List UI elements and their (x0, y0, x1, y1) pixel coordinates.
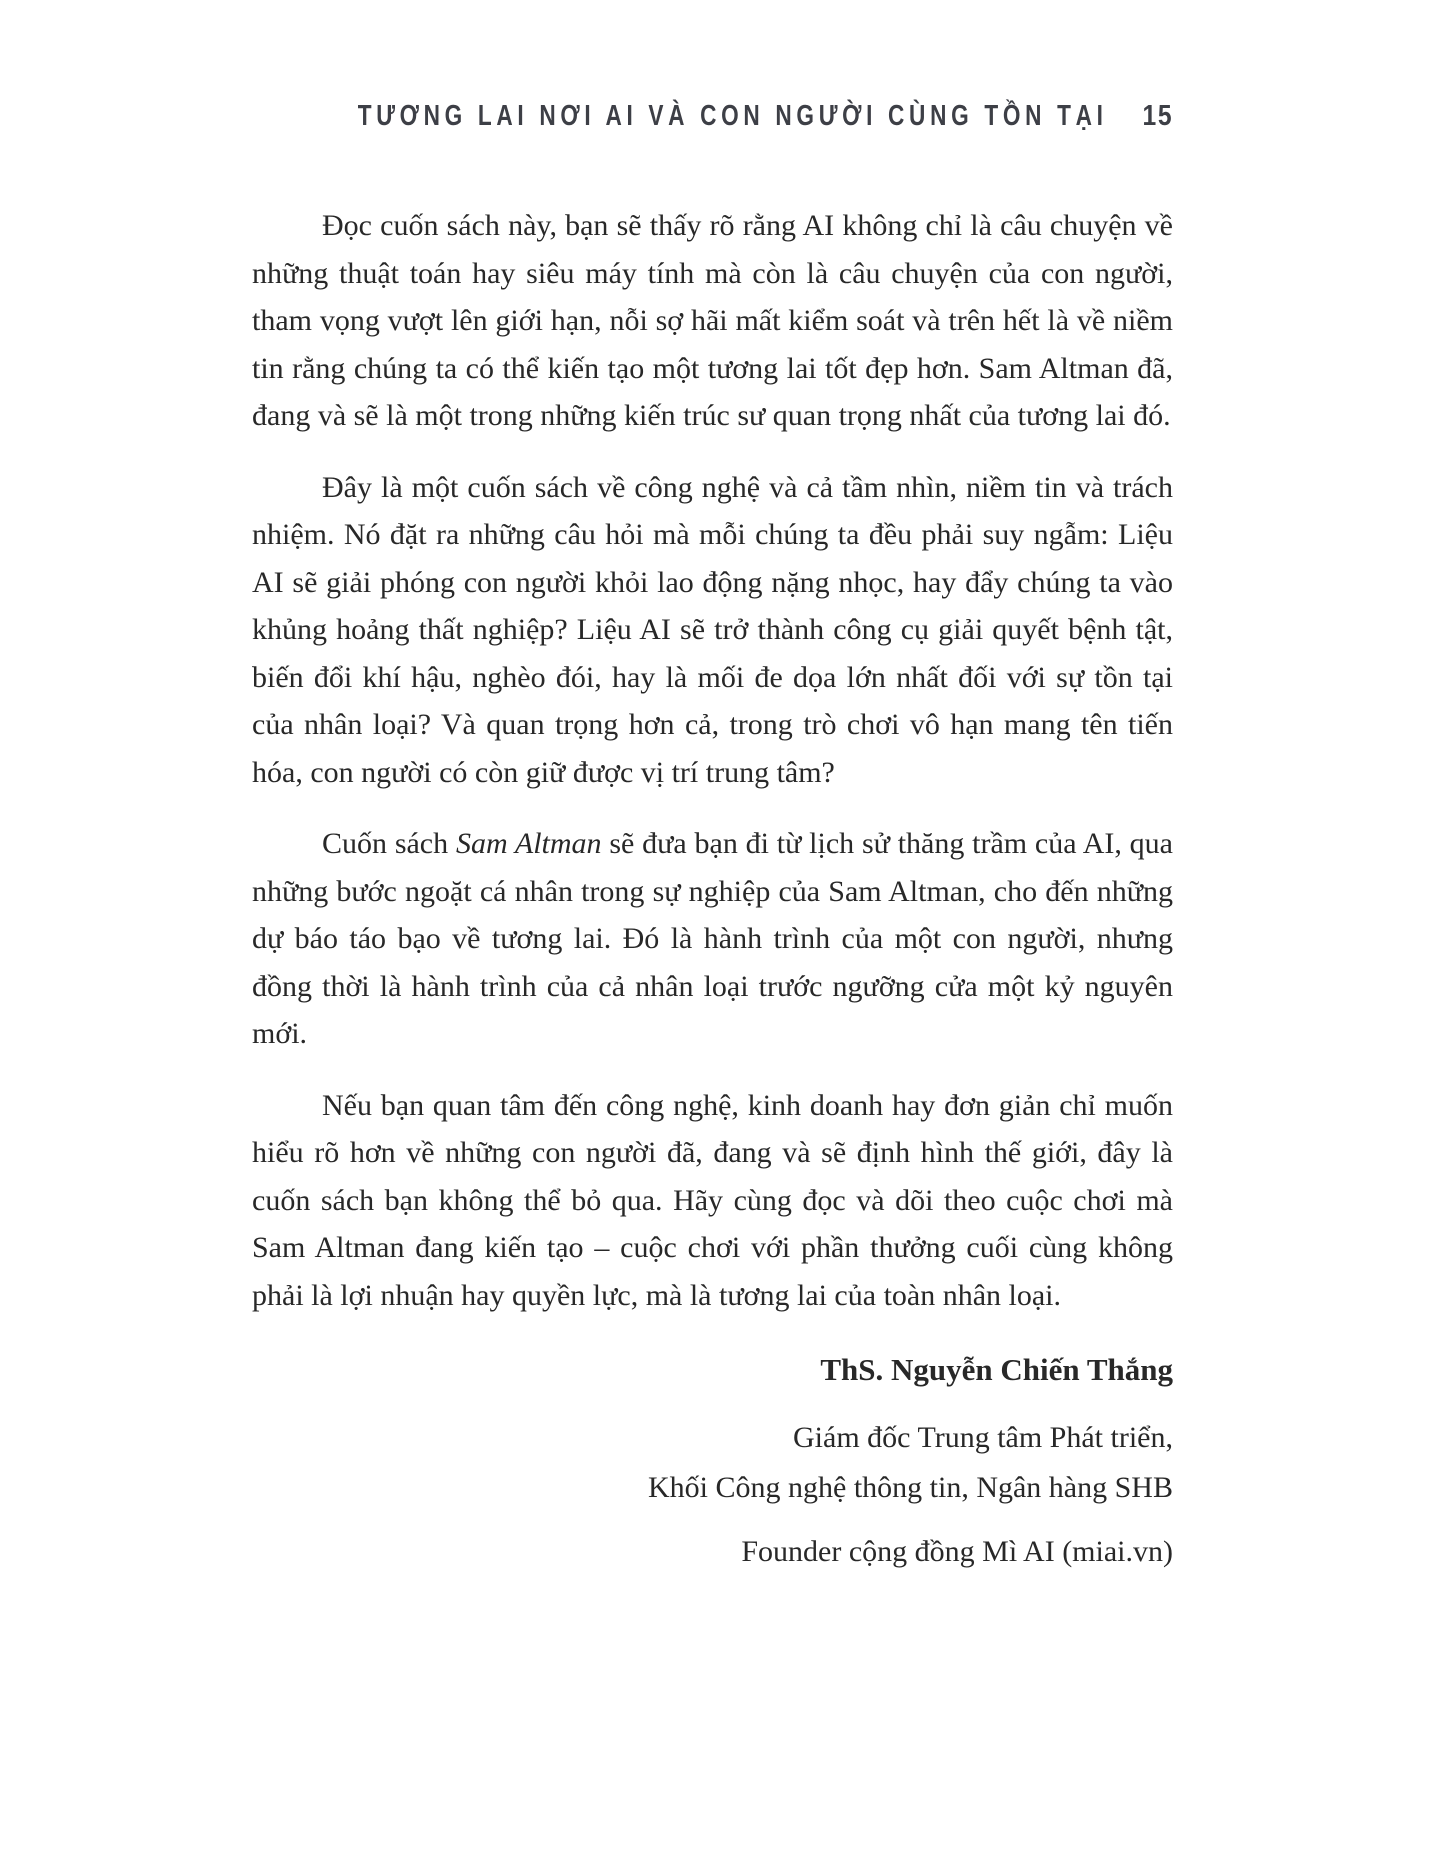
paragraph-3 (252, 820, 1173, 1058)
paragraph-2: Đây là một cuốn sách về công nghệ và cả tầm nhìn, niềm tin và trách nhiệm. Nó đặt ra những câu hỏi mà mỗi chúng ta đều phải suy ngẫm: Liệu AI sẽ giải phóng con người khỏi lao động nặng nhọc, hay đẩy chúng ta vào khủng hoảng thất nghiệp? Liệu AI sẽ trở thành công cụ giải quyết bệnh tật, biến đổi khí hậu, nghèo đói, hay là mối đe dọa lớn nhất đối với sự tồn tại của nhân loại? Và quan trọng hơn cả, trong trò chơi vô hạn mang tên tiến hóa, con người có còn giữ được vị trí trung tâm? (252, 470, 1173, 789)
signature-founder-line: Founder cộng đồng Mì AI (miai.vn) (741, 1535, 1173, 1568)
signature-role-line-1: Giám đốc Trung tâm Phát triển, (793, 1421, 1173, 1454)
signature-name: ThS. Nguyễn Chiến Thắng (820, 1352, 1173, 1387)
paragraph-4: Nếu bạn quan tâm đến công nghệ, kinh doanh hay đơn giản chỉ muốn hiểu rõ hơn về những con người đã, đang và sẽ định hình thế giới, đây là cuốn sách bạn không thể bỏ qua. Hãy cùng đọc và dõi theo cuộc chơi mà Sam Altman đang kiến tạo – cuộc chơi với phần thưởng cuối cùng không phải là lợi nhuận hay quyền lực, mà là tương lai của toàn nhân loại. (252, 1088, 1173, 1312)
body-text (252, 202, 1173, 1319)
paragraph-1: Đọc cuốn sách này, bạn sẽ thấy rõ rằng AI không chỉ là câu chuyện về những thuật toán hay siêu máy tính mà còn là câu chuyện của con người, tham vọng vượt lên giới hạn, nỗi sợ hãi mất kiểm soát và trên hết là về niềm tin rằng chúng ta có thể kiến tạo một tương lai tốt đẹp hơn. Sam Altman đã, đang và sẽ là một trong những kiến trúc sư quan trọng nhất của tương lai đó. (252, 209, 1173, 432)
signature-roles (252, 1413, 1173, 1513)
book-title-italic: Sam Altman (455, 827, 602, 860)
paragraph-3-rest: sẽ đưa bạn đi từ lịch sử thăng trầm của AI, qua những bước ngoặt cá nhân trong sự nghiệp của Sam Altman, cho đến những dự báo táo bạo về tương lai. Đó là hành trình của một con người, nhưng đồng thời là hành trình của cả nhân loại trước ngưỡng cửa một kỷ nguyên mới. (252, 827, 1173, 1050)
running-header (252, 100, 1173, 150)
running-header-title: TƯƠNG LAI NƠI AI VÀ CON NGƯỜI CÙNG TỒN TẠI (357, 100, 1108, 132)
paragraph-3-lead: Cuốn sách (322, 827, 456, 860)
page-number: 15 (1142, 100, 1173, 132)
signature-role-line-2: Khối Công nghệ thông tin, Ngân hàng SHB (648, 1471, 1173, 1504)
signature-block (252, 1347, 1173, 1577)
page-content (252, 100, 1173, 1577)
